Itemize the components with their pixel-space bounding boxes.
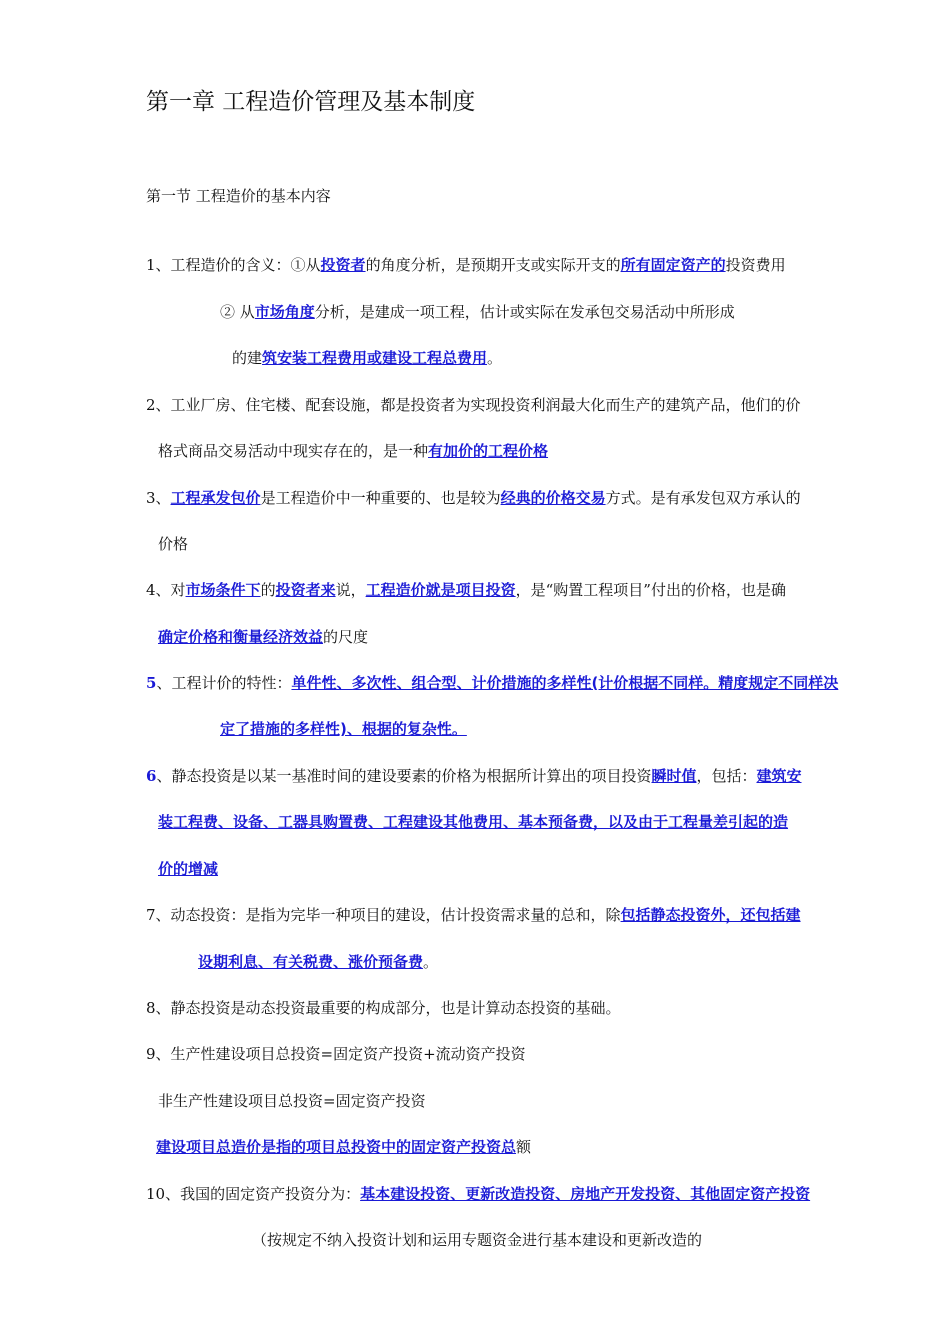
item-2-line-2 [158, 441, 548, 461]
text: 。 [487, 349, 503, 367]
text: 投资费用 [725, 256, 786, 274]
text: （按规定不纳入投资计划和运用专题资金进行基本建设和更新改造的 [252, 1231, 703, 1249]
text: 格式商品交易活动中现实存在的，是一种 [158, 442, 429, 460]
item-9-line-2 [158, 1091, 426, 1111]
item-1-line-2 [220, 302, 735, 322]
text: ，包括： [696, 767, 757, 785]
item-6-line-3 [146, 859, 218, 879]
text: 7、动态投资：是指为完毕一种项目的建设，估计投资需求量的总和，除 [146, 906, 621, 924]
highlight-link[interactable]: 价的增减 [158, 860, 219, 878]
item-1-line-3 [232, 348, 502, 368]
chapter-title: 第一章 工程造价管理及基本制度 [146, 89, 476, 115]
text: 4、对 [146, 581, 186, 599]
item-9-line-3 [146, 1137, 531, 1157]
highlight-link[interactable]: 经典的价格交易 [500, 489, 606, 507]
highlight-link[interactable]: 市场条件下 [185, 581, 261, 599]
text: ，是“购置工程项目”付出的价格，也是确 [515, 581, 786, 599]
highlight-link[interactable]: 投资者 [320, 256, 366, 274]
item-8-line-1 [146, 998, 621, 1018]
item-4-line-1 [146, 580, 786, 600]
item-6-line-1 [146, 766, 802, 786]
highlight-link[interactable]: 确定价格和衡量经济效益 [158, 628, 324, 646]
text: 9、生产性建设项目总投资=固定资产投资+流动资产投资 [146, 1045, 526, 1063]
highlight-link[interactable]: 定了措施的多样性)、根据的复杂性。 [220, 720, 467, 738]
highlight-link[interactable]: 工程承发包价 [170, 489, 261, 507]
item-9-line-1 [146, 1044, 526, 1064]
text: 方式。是有承发包双方承认的 [605, 489, 801, 507]
text: 2、工业厂房、住宅楼、配套设施，都是投资者为实现投资利润最大化而生产的建筑产品，他们的价 [146, 396, 801, 414]
text: 的建 [232, 349, 263, 367]
item-number: 6 [146, 767, 157, 785]
highlight-link[interactable]: 工程造价就是项目投资 [365, 581, 516, 599]
text: 、静态投资是以某一基准时间的建设要素的价格为根据所计算出的项目投资 [156, 767, 652, 785]
text: 。 [423, 953, 439, 971]
item-5-line-2 [220, 719, 467, 739]
text: 的角度分析，是预期开支或实际开支的 [365, 256, 621, 274]
highlight-link[interactable]: 设期利息、有关税费、涨价预备费 [198, 953, 424, 971]
highlight-link[interactable]: 筑安装工程费用或建设工程总费用 [262, 349, 488, 367]
text: 、工程计价的特性： [156, 674, 292, 692]
highlight-link[interactable]: 装工程费、设备、工器具购置费、工程建设其他费用、基本预备费，以及由于工程量差引起的造 [158, 813, 789, 831]
highlight-link[interactable]: 单件性、多次性、组合型、计价措施的多样性(计价根据不同样。精度规定不同样决 [291, 674, 839, 692]
text: 非生产性建设项目总投资=固定资产投资 [158, 1092, 426, 1110]
item-3-line-1 [146, 488, 801, 508]
item-10-line-1 [146, 1184, 810, 1204]
item-7-line-2 [198, 952, 438, 972]
text: 额 [516, 1138, 532, 1156]
highlight-link[interactable]: 包括静态投资外，还包括建 [620, 906, 801, 924]
item-10-line-2 [252, 1230, 702, 1250]
highlight-link[interactable]: 市场角度 [254, 303, 315, 321]
highlight-link[interactable]: 所有固定资产的 [620, 256, 726, 274]
highlight-link[interactable]: 建筑安 [756, 767, 802, 785]
text: 8、静态投资是动态投资最重要的构成部分，也是计算动态投资的基础。 [146, 999, 621, 1017]
text: 的尺度 [323, 628, 369, 646]
text: 价格 [158, 535, 189, 553]
highlight-link[interactable]: 建设项目总造价是指的项目总投资中的固定资产投资总 [156, 1138, 517, 1156]
highlight-link[interactable]: 基本建设投资、更新改造投资、房地产开发投资、其他固定资产投资 [360, 1185, 811, 1203]
text: ② 从 [220, 303, 255, 321]
text: 10、我国的固定资产投资分为： [146, 1185, 361, 1203]
item-7-line-1 [146, 905, 801, 925]
item-4-line-2 [158, 627, 368, 647]
highlight-link[interactable]: 投资者来 [275, 581, 336, 599]
text: 分析，是建成一项工程，估计或实际在发承包交易活动中所形成 [314, 303, 735, 321]
item-5-line-1 [146, 673, 838, 693]
item-1-line-1 [146, 255, 786, 275]
highlight-link[interactable]: 瞬时值 [651, 767, 697, 785]
item-6-line-2 [146, 812, 788, 832]
section-title: 第一节 工程造价的基本内容 [146, 187, 331, 205]
text: 的 [260, 581, 276, 599]
text: 说， [335, 581, 366, 599]
item-number: 5 [146, 674, 157, 692]
text: 3、 [146, 489, 171, 507]
item-3-line-2 [158, 534, 188, 554]
text: 是工程造价中一种重要的、也是较为 [260, 489, 501, 507]
item-2-line-1 [146, 395, 801, 415]
text: 1、工程造价的含义：①从 [146, 256, 321, 274]
highlight-link[interactable]: 有加价的工程价格 [428, 442, 549, 460]
